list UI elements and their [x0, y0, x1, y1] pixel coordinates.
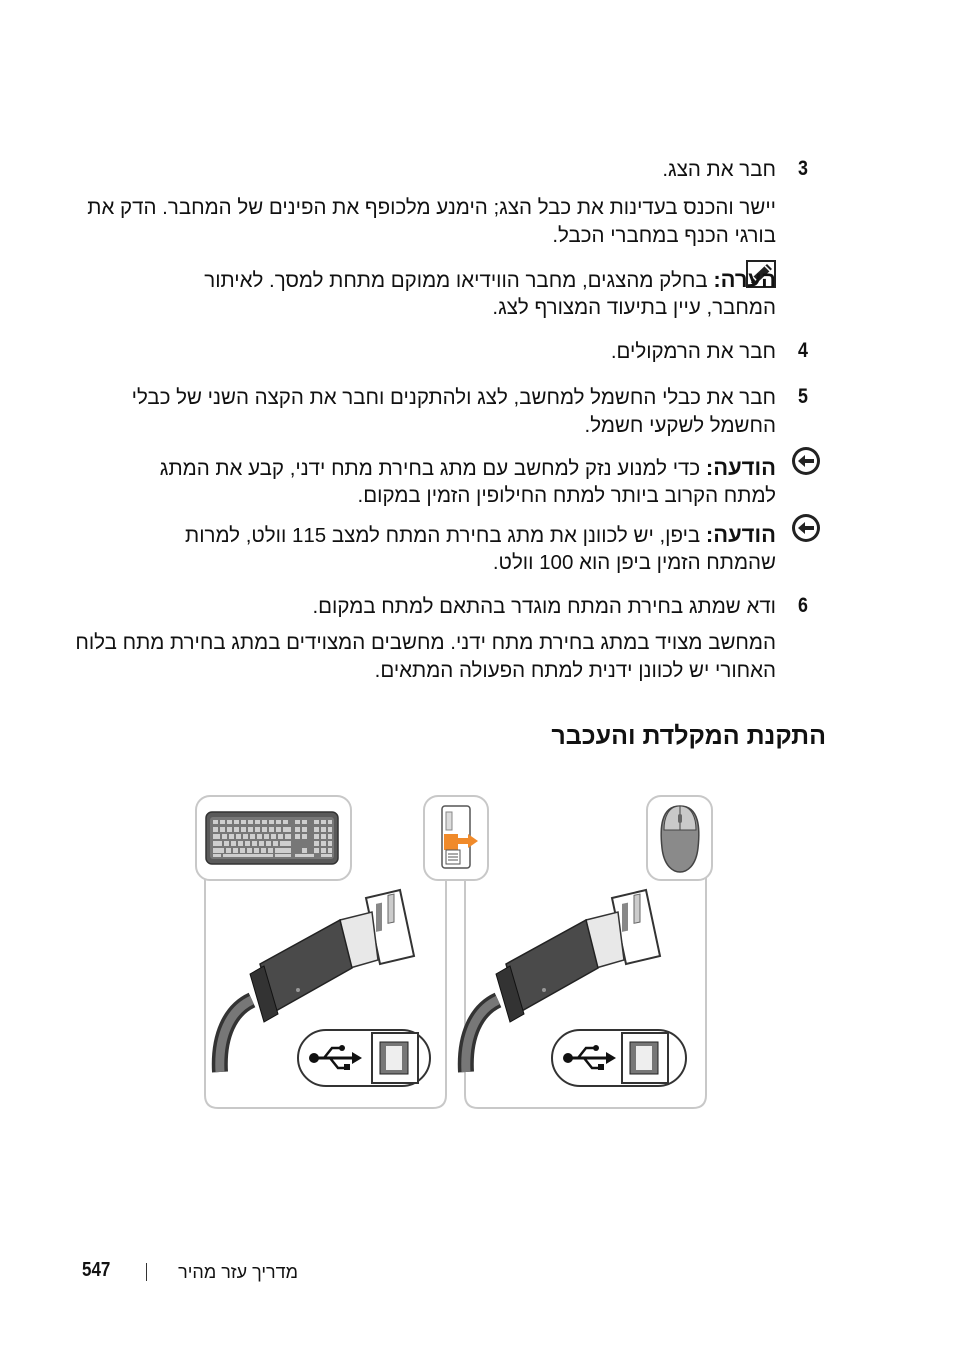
step-5-number: 5: [798, 385, 808, 408]
notice1-line1: [160, 454, 776, 483]
step-6-detail-line2: האחורי יש לכוונן ידנית למתח הפעולה המתאים.: [374, 659, 776, 682]
note-text: בחלק מהצגים, מחבר הווידיאו ממוקם מתחת למסך. לאיתור: [204, 269, 708, 292]
notice-icon: [791, 513, 821, 543]
step-6-detail-line1: המחשב מצויד במתג בחירת מתח ידני. מחשבים המצוידים במתג בחירת מתח בלוח: [75, 631, 776, 654]
keyboard-icon: [206, 812, 338, 864]
step-3-detail-line2: בורגי הכנף במחברי הכבל.: [552, 224, 776, 247]
step-4-number: 4: [798, 339, 808, 362]
note-line1: [204, 266, 776, 295]
step-5-detail-line2: החשמל לשקעי חשמל.: [584, 414, 776, 437]
notice2-line1: [185, 521, 776, 550]
section-title: התקנת המקלדת והעכבר: [551, 722, 826, 750]
step-6-text: ודא שמתג בחירת המתח מוגדר בהתאם למתח במקום.: [312, 595, 776, 618]
step-6-number: 6: [798, 594, 808, 617]
keyboard-mouse-illustration: [190, 790, 720, 1120]
step-3-detail-line1: יישר והכנס בעדינות את כבל הצג; הימנע מלכופף את הפינים של המחבר. הדק את: [87, 196, 776, 219]
footer-divider: [146, 1263, 147, 1281]
notice1-label: הודעה:: [705, 455, 776, 480]
step-3-number: 3: [798, 157, 808, 180]
notice2-line2: שהמתח הזמין ביפן הוא 100 וולט.: [492, 551, 776, 574]
notice-icon: [791, 446, 821, 476]
notice2-text: ביפן, יש לכוונן את מתג בחירת המתח למצב 115 וולט, למרות: [185, 524, 701, 547]
note-line2: המחבר, עיין בתיעוד המצורף לצג.: [492, 296, 776, 319]
notice1-line2: למתח הקרוב ביותר למתח החילופין הזמין במקום.: [357, 484, 776, 507]
step-3-text: חבר את הצג.: [662, 158, 776, 181]
mouse-icon: [661, 806, 699, 872]
footer-title: מדריך עזר מהיר: [178, 1262, 298, 1282]
step-5-text: חבר את כבלי החשמל למחשב, לצג ולהתקנים וחבר את הקצה השני של כבלי: [131, 386, 776, 409]
notice1-text: כדי למנוע נזק למחשב עם מתג בחירת מתח ידני, קבע את המתג: [159, 457, 701, 480]
notice2-label: הודעה:: [705, 522, 776, 547]
step-4-text: חבר את הרמקולים.: [610, 340, 776, 363]
page-number: 547: [82, 1259, 111, 1281]
note-label: הערה:: [713, 267, 776, 292]
